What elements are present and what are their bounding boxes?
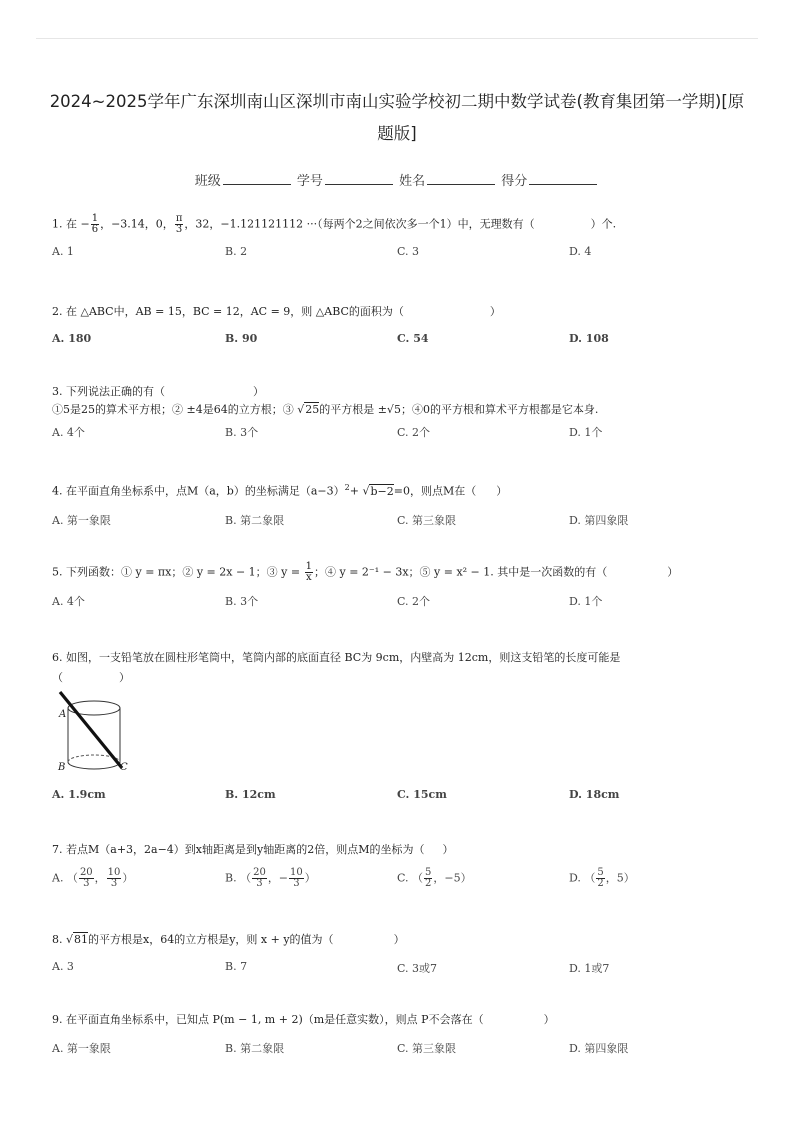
option-d[interactable]: D. 1或7 <box>569 962 610 975</box>
paren: ） <box>460 871 472 885</box>
option-d[interactable]: D. 108 <box>569 332 609 345</box>
radicand: b−2 <box>370 484 394 498</box>
stem-text: ） <box>442 843 454 856</box>
options <box>52 512 754 530</box>
paren: B. （ <box>225 871 252 885</box>
option-c[interactable]: C. 2个 <box>397 595 431 608</box>
option-d[interactable] <box>569 868 635 889</box>
question-stem <box>52 930 754 950</box>
option-c[interactable]: C. 3或7 <box>397 962 438 975</box>
options <box>52 424 754 442</box>
point-label-b: B <box>58 762 66 773</box>
stem-text: 3. 下列说法正确的有（ <box>52 385 165 398</box>
fraction <box>305 562 313 583</box>
option-c[interactable]: C. 3 <box>397 245 420 258</box>
paren: ） <box>623 871 635 885</box>
numerator: 10 <box>107 867 121 878</box>
stem-text: 4. 在平面直角坐标系中，点M（a，b）的坐标满足（a−3） <box>52 484 345 498</box>
paren: A. （ <box>52 871 78 885</box>
score-blank[interactable] <box>529 172 597 185</box>
question-stem-line-2 <box>52 668 754 688</box>
fraction <box>107 868 122 889</box>
stem-text: ）个. <box>590 217 617 231</box>
option-a[interactable]: A. 180 <box>52 332 92 345</box>
stem-text: 7. 若点M（a+3，2a−4）到x轴距离是到y轴距离的2倍，则点M的坐标为（ <box>52 843 425 856</box>
stem-text: 的平方根是x，64的立方根是y，则 x + y的值为（ <box>88 933 334 946</box>
numerator: 20 <box>79 867 93 878</box>
option-b[interactable] <box>225 868 316 889</box>
stem-text: ） <box>489 305 501 318</box>
option-b[interactable]: B. 12cm <box>225 788 276 801</box>
question-2 <box>52 302 754 350</box>
question-9 <box>52 1010 754 1058</box>
stem-text: ，−3.14，0， <box>100 217 174 231</box>
stem-text: 5. 下列函数：① y = πx；② y = 2x − 1；③ y = <box>52 565 304 579</box>
paren: ） <box>304 871 316 885</box>
fraction <box>424 868 432 889</box>
denominator: 3 <box>110 878 118 889</box>
option-c[interactable]: C. 15cm <box>397 788 447 801</box>
stem-text: 的平方根是 ±√5；④0的平方根和算术平方根都是它本身. <box>319 403 599 416</box>
numerator: 20 <box>253 867 266 878</box>
option-b[interactable]: B. 2 <box>225 245 248 258</box>
paren: C. （ <box>397 871 424 885</box>
denominator: 3 <box>83 878 90 889</box>
question-stem <box>52 1010 754 1030</box>
question-3 <box>52 382 754 442</box>
denominator: 2 <box>597 878 604 889</box>
denominator: 3 <box>256 878 263 889</box>
question-8 <box>52 930 754 978</box>
name-blank[interactable] <box>427 172 495 185</box>
fraction <box>175 214 184 235</box>
option-a[interactable]: A. 3 <box>52 960 74 973</box>
class-blank[interactable] <box>223 172 291 185</box>
title-line-1: 2024~2025学年广东深圳南山区深圳市南山实验学校初二期中数学试卷(教育集团第一学期)[原 <box>49 92 745 111</box>
id-blank[interactable] <box>325 172 393 185</box>
radicand: 25 <box>305 403 320 416</box>
stem-text: ） <box>119 671 130 684</box>
option-a[interactable]: A. 1.9cm <box>52 788 106 801</box>
stem-text: 1. 在 − <box>52 217 90 231</box>
page-title <box>40 86 754 150</box>
paren: ） <box>122 871 134 885</box>
question-7 <box>52 840 754 898</box>
numerator: π <box>175 213 183 224</box>
separator: ，−5 <box>433 871 461 885</box>
options <box>52 788 754 806</box>
stem-text: + √ <box>349 484 370 498</box>
option-a[interactable]: A. 第一象限 <box>52 513 111 527</box>
numerator: 1 <box>91 213 99 224</box>
option-d[interactable]: D. 1个 <box>569 595 603 608</box>
question-stem <box>52 214 754 235</box>
option-b[interactable]: B. 3个 <box>225 595 259 608</box>
stem-text: ） <box>253 385 264 398</box>
option-c[interactable] <box>397 868 472 889</box>
separator: ， <box>94 871 106 885</box>
stem-text: 8. √ <box>52 933 74 946</box>
option-d[interactable]: D. 第四象限 <box>569 513 629 527</box>
option-a[interactable]: A. 第一象限 <box>52 1042 111 1055</box>
stem-text: ，32，−1.121121112 ···（每两个2之间依次多一个1）中，无理数有（ <box>184 217 535 231</box>
pencil-cylinder-figure <box>52 690 142 780</box>
paren: D. （ <box>569 871 596 885</box>
numerator: 1 <box>305 561 312 572</box>
exponent: 2 <box>344 483 350 492</box>
numerator: 5 <box>425 867 432 878</box>
title-line-2: 题版] <box>377 124 417 143</box>
score-label: 得分 <box>501 174 528 189</box>
option-a[interactable] <box>52 868 133 889</box>
option-c[interactable]: C. 2个 <box>397 426 431 439</box>
id-label: 学号 <box>296 174 323 189</box>
stem-text: ） <box>393 933 405 946</box>
question-stem <box>52 478 754 502</box>
fraction <box>79 868 94 889</box>
radicand: 81 <box>74 933 89 946</box>
options <box>52 1040 754 1058</box>
option-b[interactable]: B. 第二象限 <box>225 513 285 527</box>
option-b[interactable]: B. 90 <box>225 332 258 345</box>
question-6-options <box>52 788 754 806</box>
fraction <box>91 214 99 235</box>
stem-text: 9. 在平面直角坐标系中，已知点 P(m − 1, m + 2)（m是任意实数），则点 P不会落在（ <box>52 1013 484 1026</box>
stem-text: 2. 在 △ABC中，AB = 15，BC = 12，AC = 9，则 △ABC的面积为（ <box>52 305 404 318</box>
options <box>52 245 754 263</box>
denominator: x <box>305 572 312 583</box>
option-c[interactable]: C. 第三象限 <box>397 513 457 527</box>
stem-text: 6. 如图，一支铅笔放在圆柱形笔筒中，笔筒内部的底面直径 BC为 9cm，内壁高为 12cm，则这支铅笔的长度可能是 <box>52 651 621 664</box>
option-b[interactable]: B. 第二象限 <box>225 1042 285 1055</box>
option-c[interactable]: C. 第三象限 <box>397 1042 457 1055</box>
option-d[interactable]: D. 第四象限 <box>569 1042 629 1055</box>
option-b[interactable]: B. 3个 <box>225 426 259 439</box>
option-b[interactable]: B. 7 <box>225 960 248 973</box>
denominator: 3 <box>175 224 183 235</box>
options <box>52 960 754 978</box>
option-c[interactable]: C. 54 <box>397 332 429 345</box>
denominator: 6 <box>91 224 99 235</box>
question-5 <box>52 562 754 611</box>
stem-text: =0，则点M在（ <box>393 484 477 498</box>
question-stem <box>52 562 754 583</box>
numerator: 10 <box>290 867 303 878</box>
question-stem <box>52 840 754 860</box>
option-a[interactable]: A. 4个 <box>52 426 85 439</box>
stem-text: ；④ y = 2⁻¹ − 3x；⑤ y = x² − 1. 其中是一次函数的有（ <box>313 565 608 579</box>
fraction <box>289 868 304 889</box>
options <box>52 593 754 611</box>
question-stem <box>52 382 754 402</box>
stem-text: （ <box>52 671 63 684</box>
numerator: 5 <box>597 867 604 878</box>
fraction <box>596 868 604 889</box>
stem-text: ） <box>667 565 679 579</box>
denominator: 2 <box>425 878 432 889</box>
option-d[interactable]: D. 4 <box>569 245 592 258</box>
option-d[interactable]: D. 1个 <box>569 426 603 439</box>
options <box>52 868 754 898</box>
question-4 <box>52 478 754 530</box>
question-stem <box>52 302 754 322</box>
stem-text: ） <box>496 484 508 498</box>
denominator: 3 <box>293 878 300 889</box>
question-6 <box>52 648 754 688</box>
question-1 <box>52 214 754 263</box>
name-label: 姓名 <box>399 174 426 189</box>
point-label-c: C <box>120 762 128 773</box>
question-stem-line-2 <box>52 402 754 418</box>
options <box>52 332 754 350</box>
question-stem <box>52 648 754 668</box>
separator: ，− <box>267 871 289 885</box>
fraction <box>252 868 267 889</box>
class-label: 班级 <box>194 174 221 189</box>
point-label-a: A <box>59 709 67 720</box>
stem-text: ①5是25的算术平方根；② ±4是64的立方根；③ √ <box>52 403 305 416</box>
student-info-fields <box>0 170 794 189</box>
option-a[interactable]: A. 1 <box>52 245 74 258</box>
header-rule <box>36 38 758 39</box>
option-a[interactable]: A. 4个 <box>52 595 85 608</box>
option-d[interactable]: D. 18cm <box>569 788 620 801</box>
stem-text: ） <box>543 1013 555 1026</box>
separator: ，5 <box>605 871 624 885</box>
